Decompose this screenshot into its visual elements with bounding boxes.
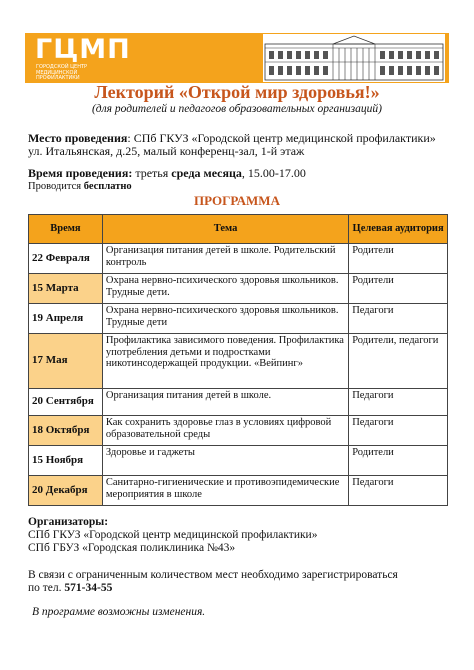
phone-number: 571-34-55 — [64, 582, 113, 594]
building-illustration-icon — [263, 34, 445, 82]
row-date: 22 Февраля — [29, 244, 103, 274]
row-date: 17 Мая — [29, 334, 103, 389]
venue-info — [28, 132, 448, 158]
row-audience: Родители — [349, 244, 448, 274]
changes-note: В программе возможны изменения. — [32, 606, 206, 618]
row-audience: Педагоги — [349, 389, 448, 416]
table-row — [29, 334, 448, 389]
row-topic: Здоровье и гаджеты — [102, 446, 348, 476]
table-row — [29, 476, 448, 506]
row-date: 20 Сентября — [29, 389, 103, 416]
free-prefix: Проводится — [28, 181, 84, 192]
phone-prefix: по тел. — [28, 582, 65, 594]
header-banner — [25, 33, 449, 83]
time-label: Время проведения: — [28, 166, 133, 180]
row-audience: Родители — [349, 446, 448, 476]
row-topic: Санитарно-гигиенические и противоэпидемические мероприятия в школе — [102, 476, 348, 506]
venue-label: Место проведения — [28, 131, 128, 145]
table-header-row — [29, 215, 448, 244]
organizers-block — [28, 516, 448, 555]
program-title: ПРОГРАММА — [194, 193, 280, 208]
row-date: 15 Ноября — [29, 446, 103, 476]
free-label: бесплатно — [83, 181, 132, 192]
time-hours: , 15.00-17.00 — [241, 166, 306, 180]
row-audience: Педагоги — [349, 416, 448, 446]
table-row — [29, 389, 448, 416]
row-audience: Родители — [349, 274, 448, 304]
row-topic: Профилактика зависимого поведения. Профилактика употребления детьми и подростками никотинсодержащей продукции. «Вейпинг» — [102, 334, 348, 389]
header-time: Время — [29, 215, 103, 244]
registration-text: В связи с ограниченным количеством мест необходимо зарегистрироваться — [28, 569, 398, 581]
logo-subtitle: ГОРОДСКОЙ ЦЕНТР МЕДИЦИНСКОЙ ПРОФИЛАКТИКИ — [36, 64, 88, 81]
schedule-table — [28, 214, 448, 506]
venue-text: : СПб ГКУЗ «Городской центр медицинской профилактики» ул. Итальянская, д.25, малый конференц-зал, 1-й этаж — [28, 131, 436, 158]
row-topic: Как сохранить здоровье глаз в условиях цифровой образовательной среды — [102, 416, 348, 446]
free-info — [28, 181, 132, 192]
table-row — [29, 274, 448, 304]
page-subtitle: (для родителей и педагогов образовательных организаций) — [91, 103, 383, 115]
table-row — [29, 446, 448, 476]
time-info — [28, 167, 448, 180]
table-row — [29, 416, 448, 446]
logo-text: ГЦМП — [35, 34, 131, 65]
time-day: среда месяца — [171, 166, 242, 180]
organizer-2: СПб ГБУЗ «Городская поликлиника №43» — [28, 542, 236, 554]
table-row — [29, 304, 448, 334]
header-topic: Тема — [102, 215, 348, 244]
row-audience: Педагоги — [349, 304, 448, 334]
row-date: 18 Октября — [29, 416, 103, 446]
page-title: Лекторий «Открой мир здоровья!» — [94, 82, 380, 102]
row-topic: Охрана нервно-психического здоровья школьников. Трудные дети. — [102, 274, 348, 304]
row-audience: Родители, педагоги — [349, 334, 448, 389]
time-prefix: третья — [132, 166, 172, 180]
organizers-label: Организаторы: — [28, 516, 109, 528]
row-topic: Организация питания детей в школе. Родительский контроль — [102, 244, 348, 274]
organizer-1: СПб ГКУЗ «Городской центр медицинской профилактики» — [28, 529, 318, 541]
row-date: 20 Декабря — [29, 476, 103, 506]
header-audience: Целевая аудитория — [349, 215, 448, 244]
row-audience: Педагоги — [349, 476, 448, 506]
row-date: 15 Марта — [29, 274, 103, 304]
row-topic: Организация питания детей в школе. — [102, 389, 348, 416]
row-date: 19 Апреля — [29, 304, 103, 334]
registration-block — [28, 569, 448, 595]
row-topic: Охрана нервно-психического здоровья школьников. Трудные дети — [102, 304, 348, 334]
table-row — [29, 244, 448, 274]
